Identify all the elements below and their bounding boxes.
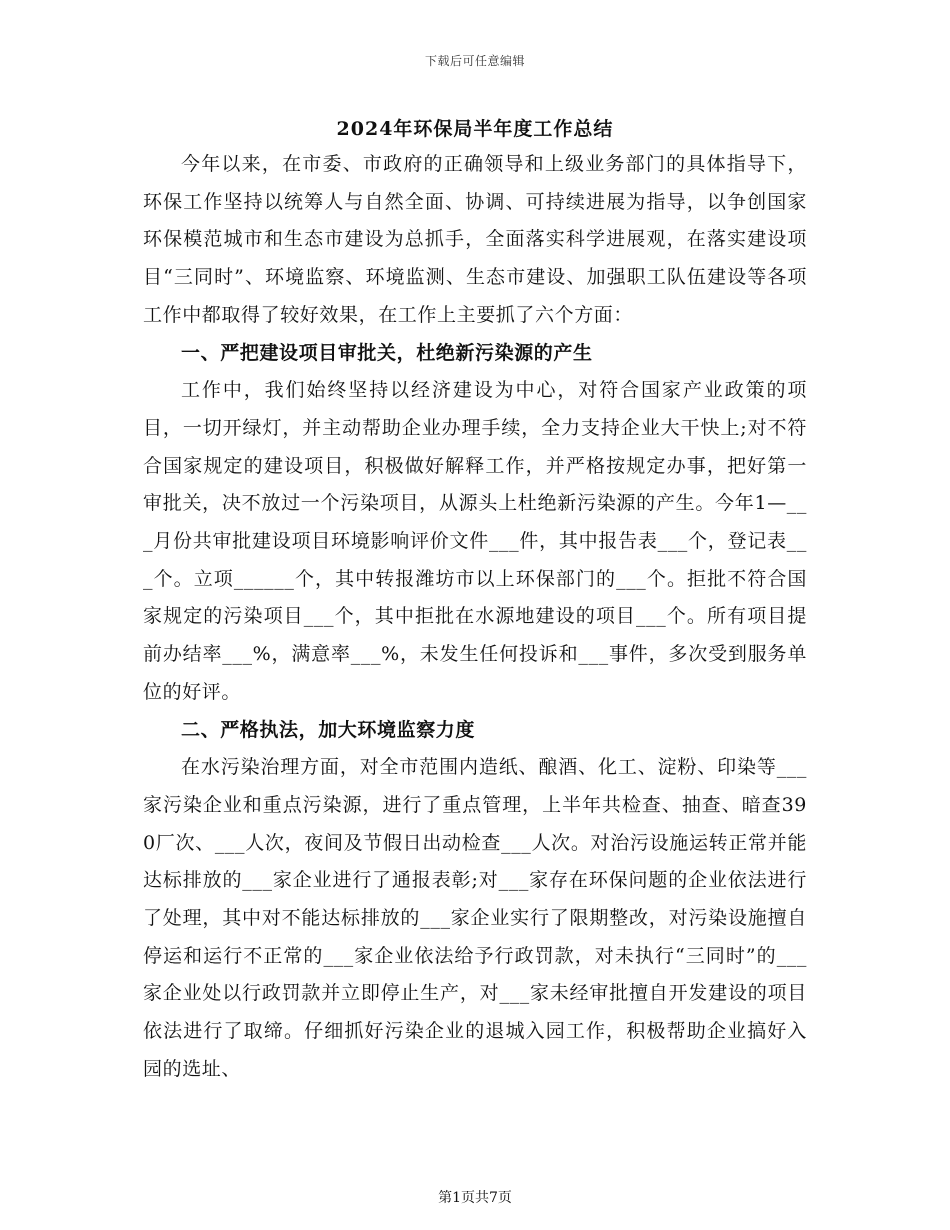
section-1-paragraph: 工作中，我们始终坚持以经济建设为中心，对符合国家产业政策的项目，一切开绿灯，并主动帮助企业办理手续，全力支持企业大干快上;对不符合国家规定的建设项目，积极做好解释工作，并严格按规定办事，把好第一审批关，决不放过一个污染项目，从源头上杜绝新污染源的产生。今年1—___月份共审批建设项目环境影响评价文件___件，其中报告表___个，登记表___个。立项______个，其中转报潍坊市以上环保部门的___个。拒批不符合国家规定的污染项目___个，其中拒批在水源地建设的项目___个。所有项目提前办结率___%，满意率___%，未发生任何投诉和___事件，多次受到服务单位的好评。 bbox=[143, 379, 807, 703]
section-2-paragraph: 在水污染治理方面，对全市范围内造纸、酿酒、化工、淀粉、印染等___家污染企业和重点污染源，进行了重点管理，上半年共检查、抽查、暗查390厂次、___人次，夜间及节假日出动检查___人次。对治污设施运转正常并能达标排放的___家企业进行了通报表彰;对___家存在环保问题的企业依法进行了处理，其中对不能达标排放的___家企业实行了限期整改，对污染设施擅自停运和运行不正常的___家企业依法给予行政罚款，对未执行“三同时”的___家企业处以行政罚款并立即停止生产，对___家未经审批擅自开发建设的项目依法进行了取缔。仔细抓好污染企业的退城入园工作，积极帮助企业搞好入园的选址、 bbox=[143, 756, 807, 1080]
page-number: 第1页共7页 bbox=[438, 1190, 512, 1206]
intro-paragraph: 今年以来，在市委、市政府的正确领导和上级业务部门的具体指导下，环保工作坚持以统筹人与自然全面、协调、可持续进展为指导，以争创国家环保模范城市和生态市建设为总抓手，全面落实科学进展观，在落实建设项目“三同时”、环境监察、环境监测、生态市建设、加强职工队伍建设等各项工作中都取得了较好效果，在工作上主要抓了六个方面： bbox=[143, 153, 807, 326]
document-body bbox=[143, 146, 807, 1089]
section-1-heading: 一、严把建设项目审批关，杜绝新污染源的产生 bbox=[181, 341, 593, 364]
page-header-note: 下载后可任意编辑 bbox=[424, 54, 525, 68]
section-2-heading: 二、严格执法，加大环境监察力度 bbox=[181, 718, 476, 741]
document-title: 2024年环保局半年度工作总结 bbox=[336, 118, 614, 140]
